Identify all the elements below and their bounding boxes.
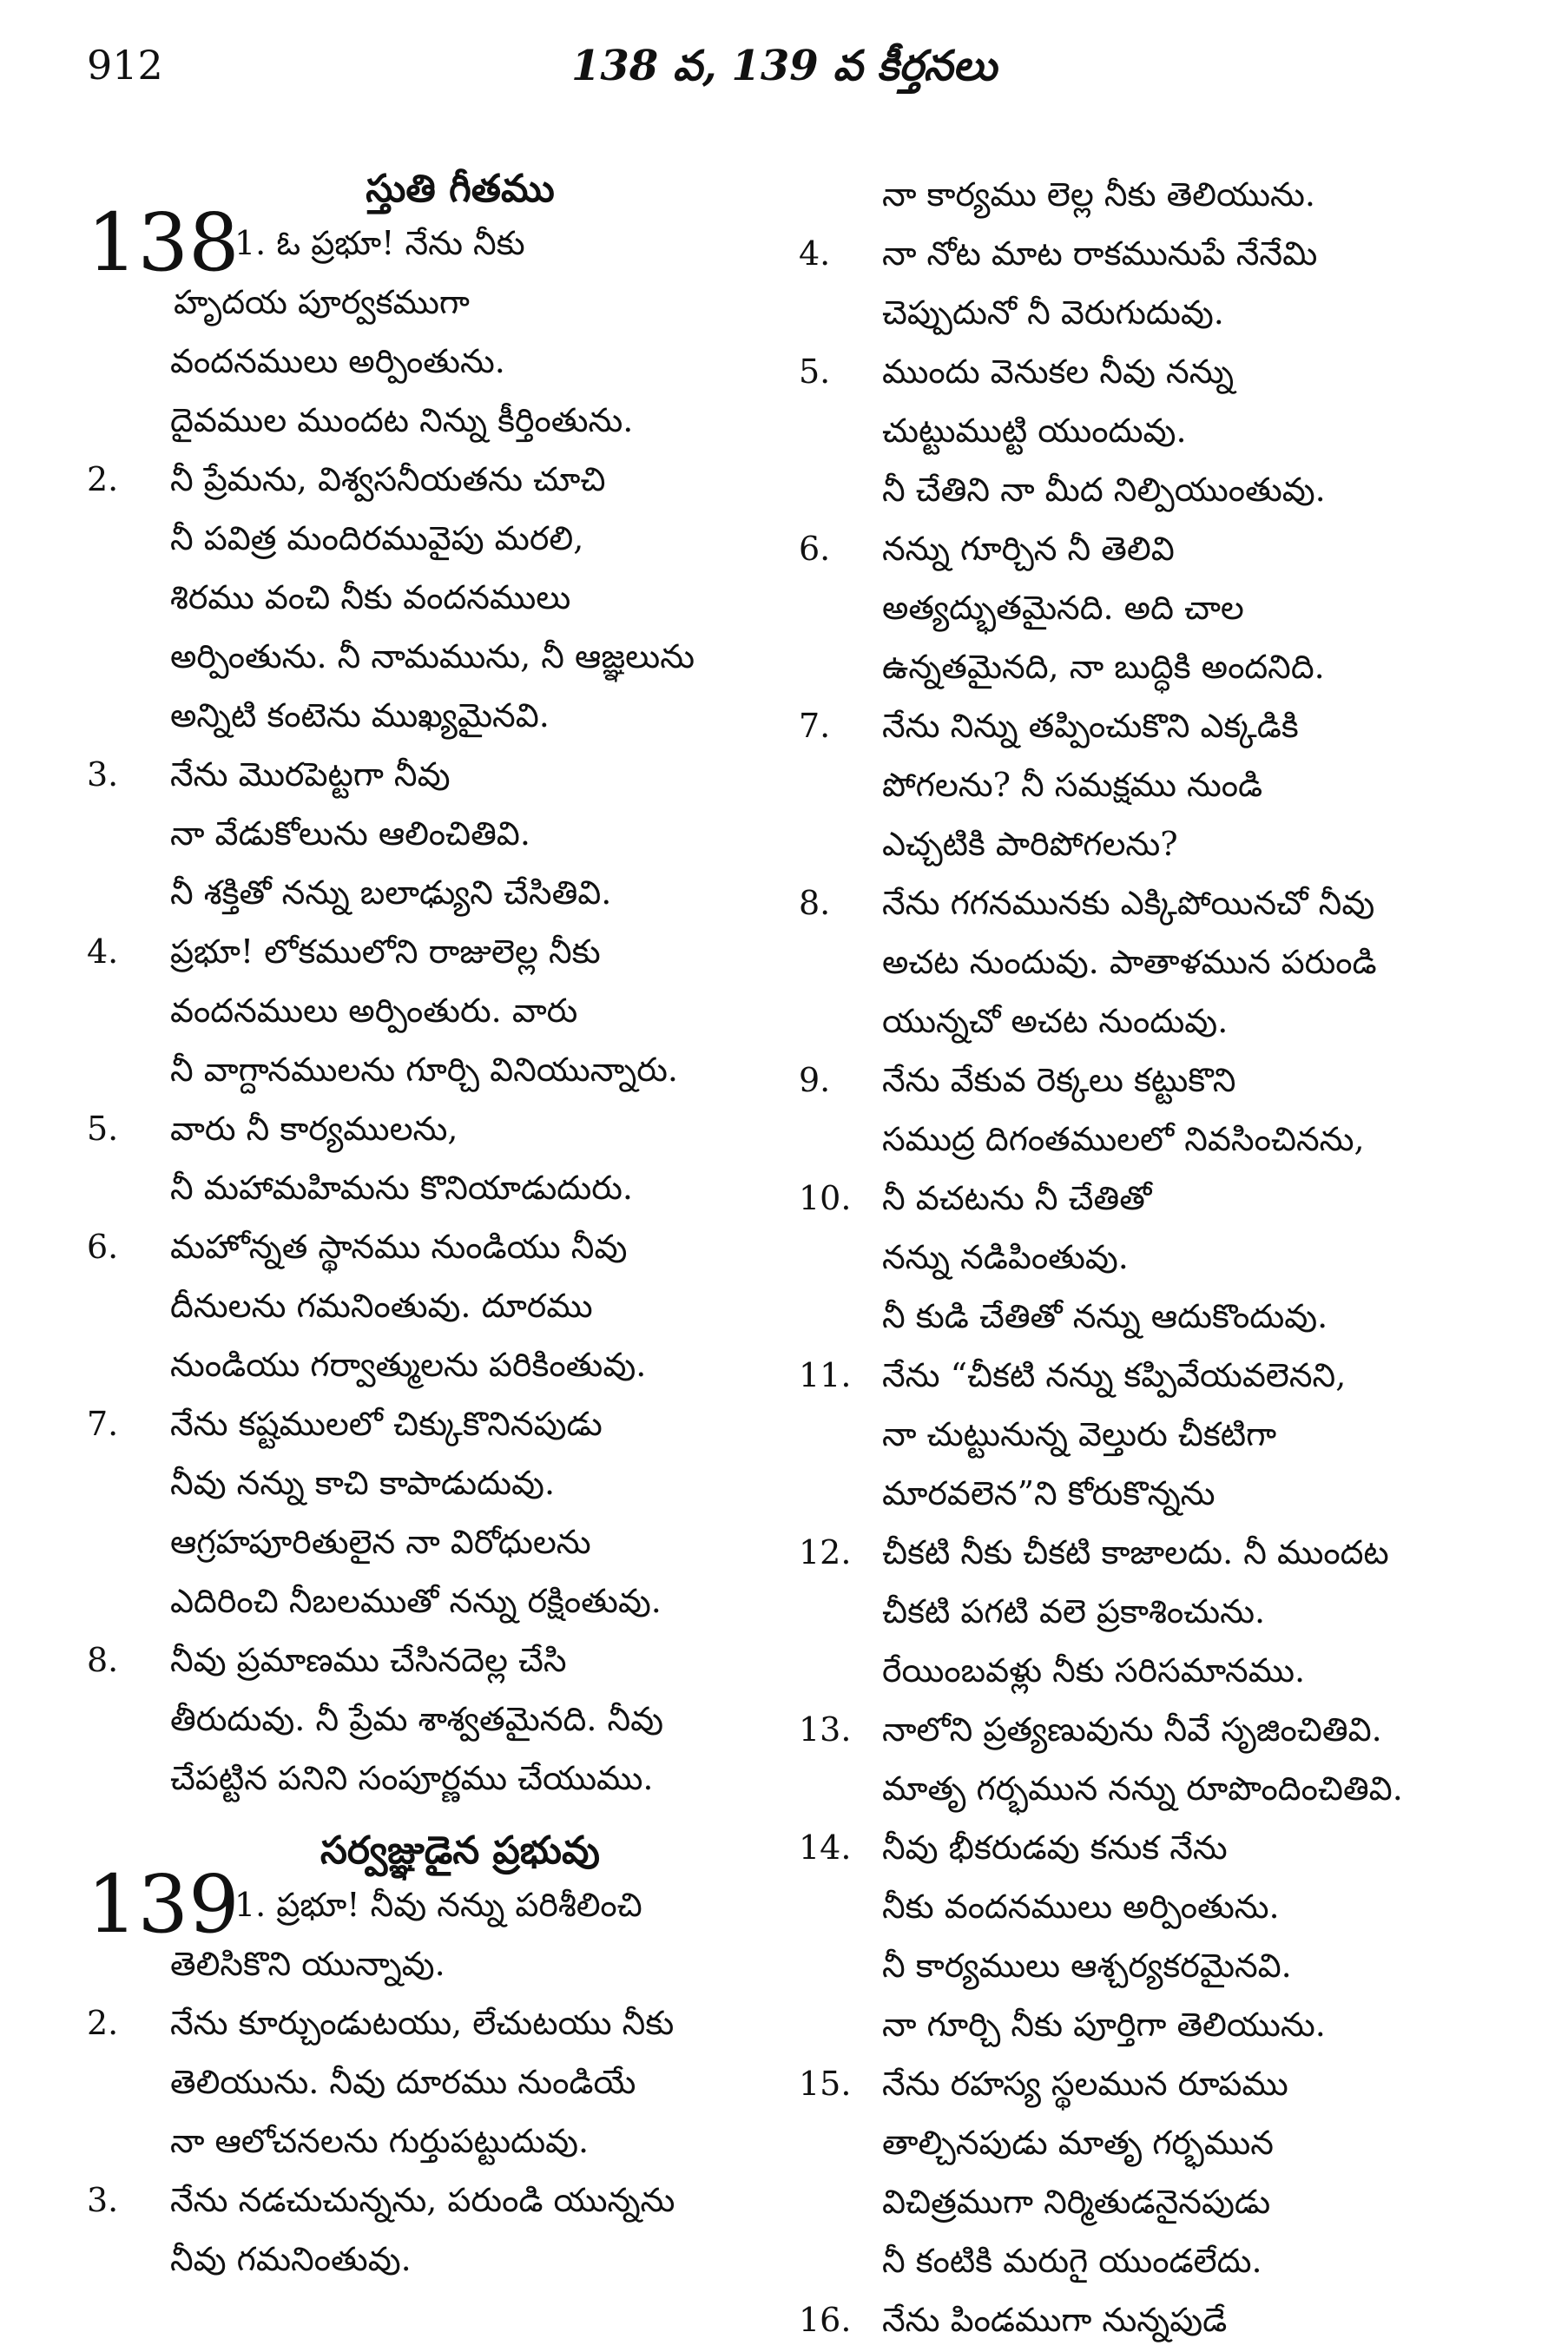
verse-line: విచిత్రముగా నిర్మితుడనైనపుడు: [882, 2183, 1271, 2221]
verse-line: నేను మొరపెట్టగా నీవు: [170, 755, 451, 794]
verse-number: 5.: [87, 1110, 119, 1148]
verse-line: నేను రహస్య స్థలమున రూపము: [882, 2065, 1288, 2103]
verse-number: 4.: [87, 932, 119, 971]
running-head: 138 వ, 139 వ కీర్తనలు: [570, 42, 998, 90]
verse-line: నీ వాగ్దానములను గూర్చి వినియున్నారు.: [170, 1051, 678, 1089]
verse-line: ఎచ్చటికి పారిపోగలను?: [882, 825, 1178, 863]
verse-line: తాల్చినపుడు మాతృ గర్భమున: [882, 2124, 1274, 2162]
verse-line: నన్ను నడిపింతువు.: [882, 1238, 1129, 1276]
chapter-number-138: 138: [87, 196, 240, 289]
verse-line: చుట్టుముట్టి యుందువు.: [882, 412, 1187, 450]
verse-line: చెప్పుదునో నీ వెరుగుదువు.: [882, 293, 1224, 332]
verse: [87, 1217, 781, 1394]
psalm-138-heading: స్తుతి గీతము: [366, 167, 555, 211]
verse-number: 8.: [87, 1641, 119, 1679]
verse-line: నాలోని ప్రత్యణువును నీవే సృజించితివి.: [882, 1710, 1382, 1749]
verse-number: 12.: [799, 1533, 852, 1571]
verse-number: 14.: [799, 1828, 852, 1867]
verse-line: నీ ప్రేమను, విశ్వసనీయతను చూచి: [170, 460, 606, 498]
verse-line: వందనములు అర్పింతును.: [170, 342, 505, 380]
verse-text: ఓ ప్రభూ! నేను నీకు: [276, 224, 525, 262]
verse-line: ప్రభూ! లోకములోని రాజులెల్ల నీకు: [170, 932, 601, 971]
verse: [87, 1993, 781, 2171]
verse-line: రేయింబవళ్లు నీకు సరిసమానము.: [882, 1651, 1306, 1690]
verse-line: దీనులను గమనింతువు. దూరము: [170, 1287, 593, 1325]
verse-line: నా ఆలోచనలను గుర్తుపట్టుదువు.: [170, 2122, 590, 2160]
verse-line: నీ చేతిని నా మీద నిల్పియుంతువు.: [882, 471, 1326, 509]
verse: [799, 1051, 1493, 1169]
verse-number: 4.: [799, 234, 831, 273]
verse: [799, 696, 1493, 873]
verse: [799, 1169, 1493, 1346]
verse-number: 16.: [799, 2301, 852, 2339]
verse-line: తీరుదువు. నీ ప్రేమ శాశ్వతమైనది. నీవు: [170, 1700, 664, 1738]
verse-line: చీకటి నీకు చీకటి కాజాలదు. నీ ముందట: [882, 1533, 1389, 1571]
verse-line: మహోన్నత స్థానము నుండియు నీవు: [170, 1228, 628, 1266]
verse-line: నేను పిండముగా నున్నపుడే: [882, 2301, 1228, 2339]
verse: [799, 1818, 1493, 2054]
verse-number: 6.: [799, 530, 831, 568]
verse-line: సముద్ర దిగంతములలో నివసించినను,: [882, 1120, 1365, 1158]
verse-number: 10.: [799, 1179, 852, 1217]
verse-number: 1.: [234, 224, 267, 262]
psalm-139-heading: సర్వజ్ఞుడైన ప్రభువు: [320, 1828, 600, 1873]
verse-line: నా వేడుకోలును ఆలించితివి.: [170, 814, 530, 853]
verse-line: నీ కార్యములు ఆశ్చర్యకరమైనవి.: [882, 1947, 1292, 1985]
verse-line: నా గూర్చి నీకు పూర్తిగా తెలియును.: [882, 2006, 1326, 2044]
verse-line: శిరము వంచి నీకు వందనములు: [170, 578, 571, 616]
verse: [799, 2290, 1493, 2349]
verse: [799, 873, 1493, 1051]
psalm-139-verses: [87, 1993, 781, 2289]
verse: [799, 342, 1493, 519]
verse-number: 7.: [87, 1405, 119, 1443]
verse-line: నేను గగనమునకు ఎక్కిపోయినచో నీవు: [882, 884, 1375, 922]
psalm-138-verse-1-cont: [87, 332, 781, 450]
verse-line: తెలియును. నీవు దూరము నుండియే: [170, 2063, 636, 2101]
verse-line: నీవు నన్ను కాచి కాపాడుదువు.: [170, 1464, 556, 1502]
verse: [87, 745, 781, 922]
verse-line: దైవముల ముందట నిన్ను కీర్తింతును.: [170, 401, 634, 439]
verse-number: 3.: [87, 755, 119, 794]
verse-number: 8.: [799, 884, 831, 922]
verse-line: అన్నిటి కంటెను ముఖ్యమైనవి.: [170, 696, 550, 735]
verse: [799, 519, 1493, 696]
verse: [799, 1346, 1493, 1523]
verse: [87, 2171, 781, 2289]
verse-line: నన్ను గూర్చిన నీ తెలివి: [882, 530, 1175, 568]
verse: [799, 1523, 1493, 1700]
psalm-138-start: [87, 196, 781, 332]
verse-line: నీ శక్తితో నన్ను బలాఢ్యుని చేసితివి.: [170, 873, 612, 912]
verse-line: నీవు గమనింతువు.: [170, 2240, 412, 2278]
verse-line: నేను కూర్చుండుటయు, లేచుటయు నీకు: [170, 2004, 675, 2042]
verse: [87, 922, 781, 1099]
psalm-139-start: [87, 1858, 781, 1951]
verse-line: నేను “చీకటి నన్ను కప్పివేయవలెనని,: [882, 1356, 1347, 1394]
verse-line: నీ కంటికి మరుగై యుండలేదు.: [882, 2242, 1262, 2280]
right-column: [799, 165, 1493, 2349]
verse-line: నా చుట్టునున్న వెల్తురు చీకటిగా: [882, 1415, 1277, 1453]
verse-number: 11.: [799, 1356, 852, 1394]
verse-line: మారవలెన”ని కోరుకొన్నను: [882, 1474, 1216, 1512]
verse-line: మాతృ గర్భమున నన్ను రూపొందించితివి.: [882, 1769, 1403, 1808]
verse-line: నేను కష్టములలో చిక్కుకొనినపుడు: [170, 1405, 603, 1443]
verse-line: నీ మహామహిమను కొనియాడుదురు.: [170, 1169, 633, 1207]
verse: [87, 1631, 781, 1808]
verse-number: 5.: [799, 352, 831, 391]
verse-line: పోగలను? నీ సమక్షము నుండి: [882, 766, 1263, 804]
verse: [87, 1099, 781, 1217]
verse: [799, 2054, 1493, 2290]
verse: [799, 1700, 1493, 1818]
verse-number: 7.: [799, 707, 831, 745]
verse-line: [234, 1875, 781, 1934]
verse-line: నేను వేకువ రెక్కలు కట్టుకొని: [882, 1061, 1236, 1099]
verse-number: 2.: [87, 460, 119, 498]
verse-number: 13.: [799, 1710, 852, 1749]
verse-line: నీకు వందనములు అర్పింతును.: [882, 1888, 1280, 1926]
verse-line: ఎదిరించి నీబలముతో నన్ను రక్షింతువు.: [170, 1582, 662, 1620]
verse-line: ముందు వెనుకల నీవు నన్ను: [882, 352, 1235, 391]
verse-number: 9.: [799, 1061, 831, 1099]
verse-line: వందనములు అర్పింతురు. వారు: [170, 992, 578, 1030]
verse: [87, 1394, 781, 1631]
verse-line: చేపట్టిన పనిని సంపూర్ణము చేయుము.: [170, 1759, 654, 1797]
verse-line: నీ పవిత్ర మందిరమువైపు మరలి,: [170, 519, 584, 557]
chapter-number-139: 139: [87, 1858, 240, 1951]
verse-line: అచట నుందువు. పాతాళమున పరుండి: [882, 943, 1377, 981]
verse-line: వారు నీ కార్యములను,: [170, 1110, 458, 1148]
verse: [87, 450, 781, 745]
verse-line: ఆగ్రహపూరితులైన నా విరోధులను: [170, 1523, 591, 1561]
verse-line: నీవు ప్రమాణము చేసినదెల్ల చేసి: [170, 1641, 567, 1679]
page-number: 912: [87, 42, 163, 89]
verse-line: నీవు భీకరుడవు కనుక నేను: [882, 1828, 1228, 1867]
verse-number: 1.: [234, 1886, 267, 1924]
right-column-verses: [799, 224, 1493, 2349]
verse-line: నా నోట మాట రాకమునుపే నేనేమి: [882, 234, 1318, 273]
verse-line: అత్యద్భుతమైనది. అది చాల: [882, 589, 1244, 627]
verse-line: యున్నచో అచట నుందువు.: [882, 1002, 1229, 1040]
verse-number: 3.: [87, 2181, 119, 2219]
left-column: [87, 165, 781, 2289]
verse-text: ప్రభూ! నీవు నన్ను పరిశీలించి: [276, 1886, 642, 1924]
verse-line: నీ కుడి చేతితో నన్ను ఆదుకొందువు.: [882, 1297, 1328, 1335]
verse-line: నా కార్యము లెల్ల నీకు తెలియును.: [882, 175, 1315, 214]
verse-line: అర్పింతును. నీ నామమును, నీ ఆజ్ఞలును: [170, 637, 695, 675]
verse-line: నుండియు గర్వాత్ములను పరికింతువు.: [170, 1346, 647, 1384]
verse-number: 15.: [799, 2065, 852, 2103]
verse-line: హృదయ పూర్వకముగా: [174, 283, 470, 321]
verse-continuation: [799, 165, 1493, 224]
verse-line: చీకటి పగటి వలె ప్రకాశించును.: [882, 1592, 1266, 1631]
verse-line: ఉన్నతమైనది, నా బుద్ధికి అందనిది.: [882, 648, 1325, 686]
verse-line: నీ వచటను నీ చేతితో: [882, 1179, 1152, 1217]
verse-number: 6.: [87, 1228, 119, 1266]
verse-line: నేను నిన్ను తప్పించుకొని ఎక్కడికి: [882, 707, 1299, 745]
verse-number: 2.: [87, 2004, 119, 2042]
verse: [799, 224, 1493, 342]
verse-line: తెలిసికొని యున్నావు.: [170, 1945, 445, 1983]
psalm-138-verses: [87, 450, 781, 1808]
verse-line: నేను నడచుచున్నను, పరుండి యున్నను: [170, 2181, 675, 2219]
verse-line: [234, 214, 781, 273]
